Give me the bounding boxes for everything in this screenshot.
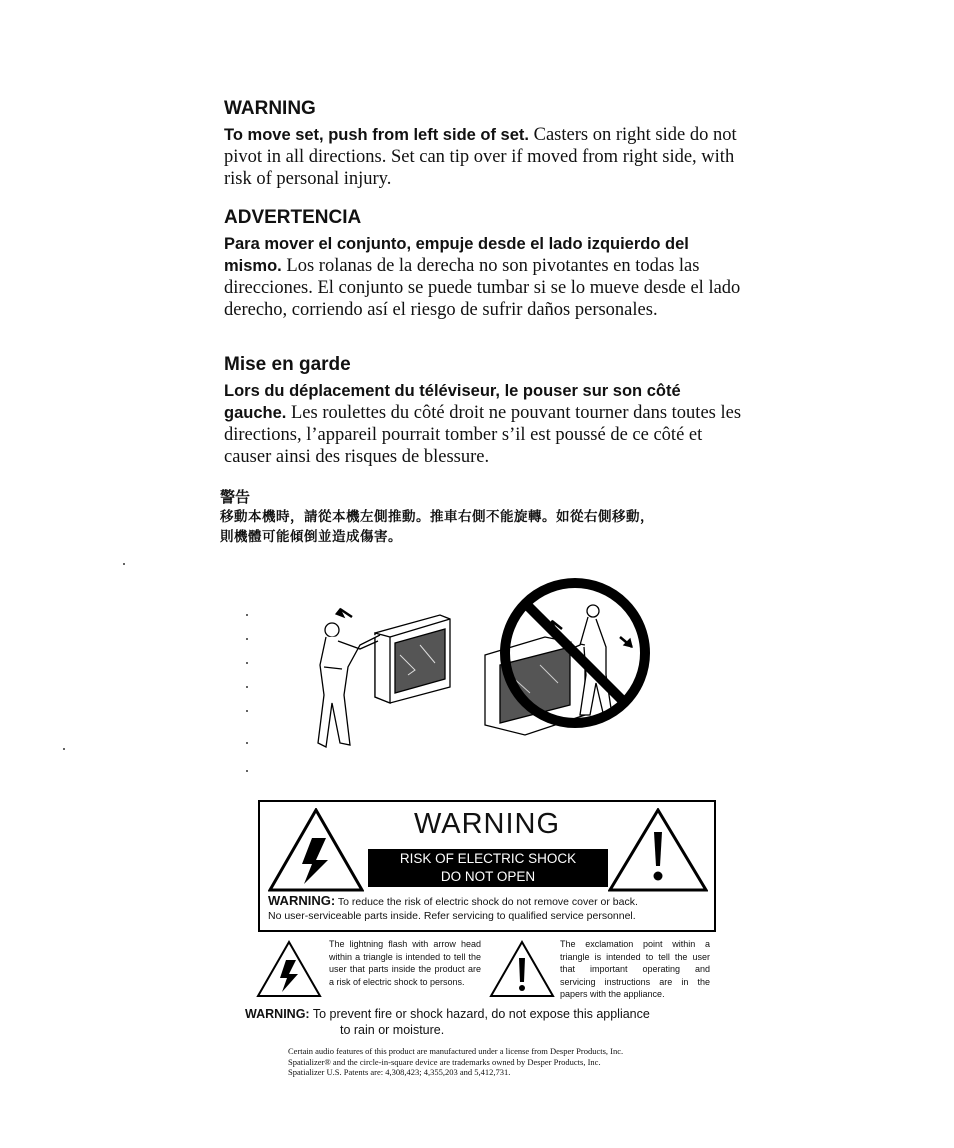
spanish-warning-text: Los rolanas de la derecha no son pivotantes en todas las direcciones. El conjunto se puede tumbar si se lo mueve desde el lado derecho, corriendo así el riesgo de sufrir daños personales. [224,256,741,320]
electric-shock-warning-box [258,800,716,932]
exclamation-triangle-icon [489,940,555,998]
chinese-warning-heading: 警告 [220,488,251,506]
moisture-warning-line-2: to rain or moisture. [340,1023,445,1037]
lightning-legend-text: The lightning flash with arrow head within a triangle is intended to tell the user that parts inside the product are a risk of electric shock to persons. [329,939,481,987]
fine-print-line-2: Spatializer® and the circle-in-square device are trademarks owned by Desper Products, Inc. [288,1056,601,1067]
english-warning-text: Casters on right side do not pivot in all directions. Set can tip over if moved from right side, with risk of personal injury. [224,125,737,189]
chinese-warning-line-2: 則機體可能傾倒並造成傷害。 [220,529,402,545]
english-warning-lead: To move set, push from left side of set. [224,126,529,144]
french-warning-heading: Mise en garde [224,354,351,375]
note-line-1 [268,894,714,909]
fine-print-line-1: Certain audio features of this product are manufactured under a license from Desper Products, Inc. [288,1046,624,1056]
lightning-triangle-icon [256,940,322,998]
english-warning-section [224,98,744,190]
english-warning-heading: WARNING [224,98,316,119]
french-warning-body [224,380,744,468]
chinese-warning-line-1: 移動本機時，請從本機左側推動。推車右側不能旋轉。如從右側移動， [220,509,654,525]
scan-speck [123,563,125,565]
warning-box-note [268,894,714,923]
exclamation-legend-text: The exclamation point within a triangle is intended to tell the user that important operating and servicing instructions are in the papers with the appliance. [560,939,710,999]
exclamation-triangle-icon [608,808,708,892]
note-text-1: To reduce the risk of electric shock do not remove cover or back. [335,896,638,908]
risk-line-2: DO NOT OPEN [440,869,536,884]
scan-speck [63,748,65,750]
french-warning-text: Les roulettes du côté droit ne pouvant tourner dans toutes les directions, l’appareil pourrait tomber s’il est poussé de ce côté et causer ainsi des risques de blessure. [224,403,742,467]
moisture-warning-line-1: To prevent fire or shock hazard, do not expose this appliance [309,1007,650,1021]
note-line-2: No user-serviceable parts inside. Refer servicing to qualified service personnel. [268,910,636,922]
spanish-warning-body [224,233,744,321]
risk-of-shock-label [368,849,608,887]
moisture-warning [245,1006,735,1038]
note-label: WARNING: [268,893,336,908]
warning-title: WARNING [413,808,561,840]
english-warning-body [224,124,744,190]
french-warning-lead: Lors du déplacement du téléviseur, le pouser sur son côté gauche. [224,382,681,422]
spanish-warning-lead: Para mover el conjunto, empuje desde el lado izquierdo del mismo. [224,235,689,275]
spanish-warning-section [224,207,744,321]
spanish-warning-heading: ADVERTENCIA [224,207,362,228]
fine-print-line-3: Spatializer U.S. Patents are: 4,308,423; 4,355,203 and 5,412,731. [288,1067,511,1077]
moisture-warning-label: WARNING: [245,1007,310,1021]
french-warning-section [224,354,744,468]
chinese-warning-section [220,486,740,547]
license-fine-print [288,1046,728,1078]
risk-line-1: RISK OF ELECTRIC SHOCK [399,851,577,866]
correct-push-drawing [318,609,450,747]
tv-moving-illustration [240,575,670,785]
